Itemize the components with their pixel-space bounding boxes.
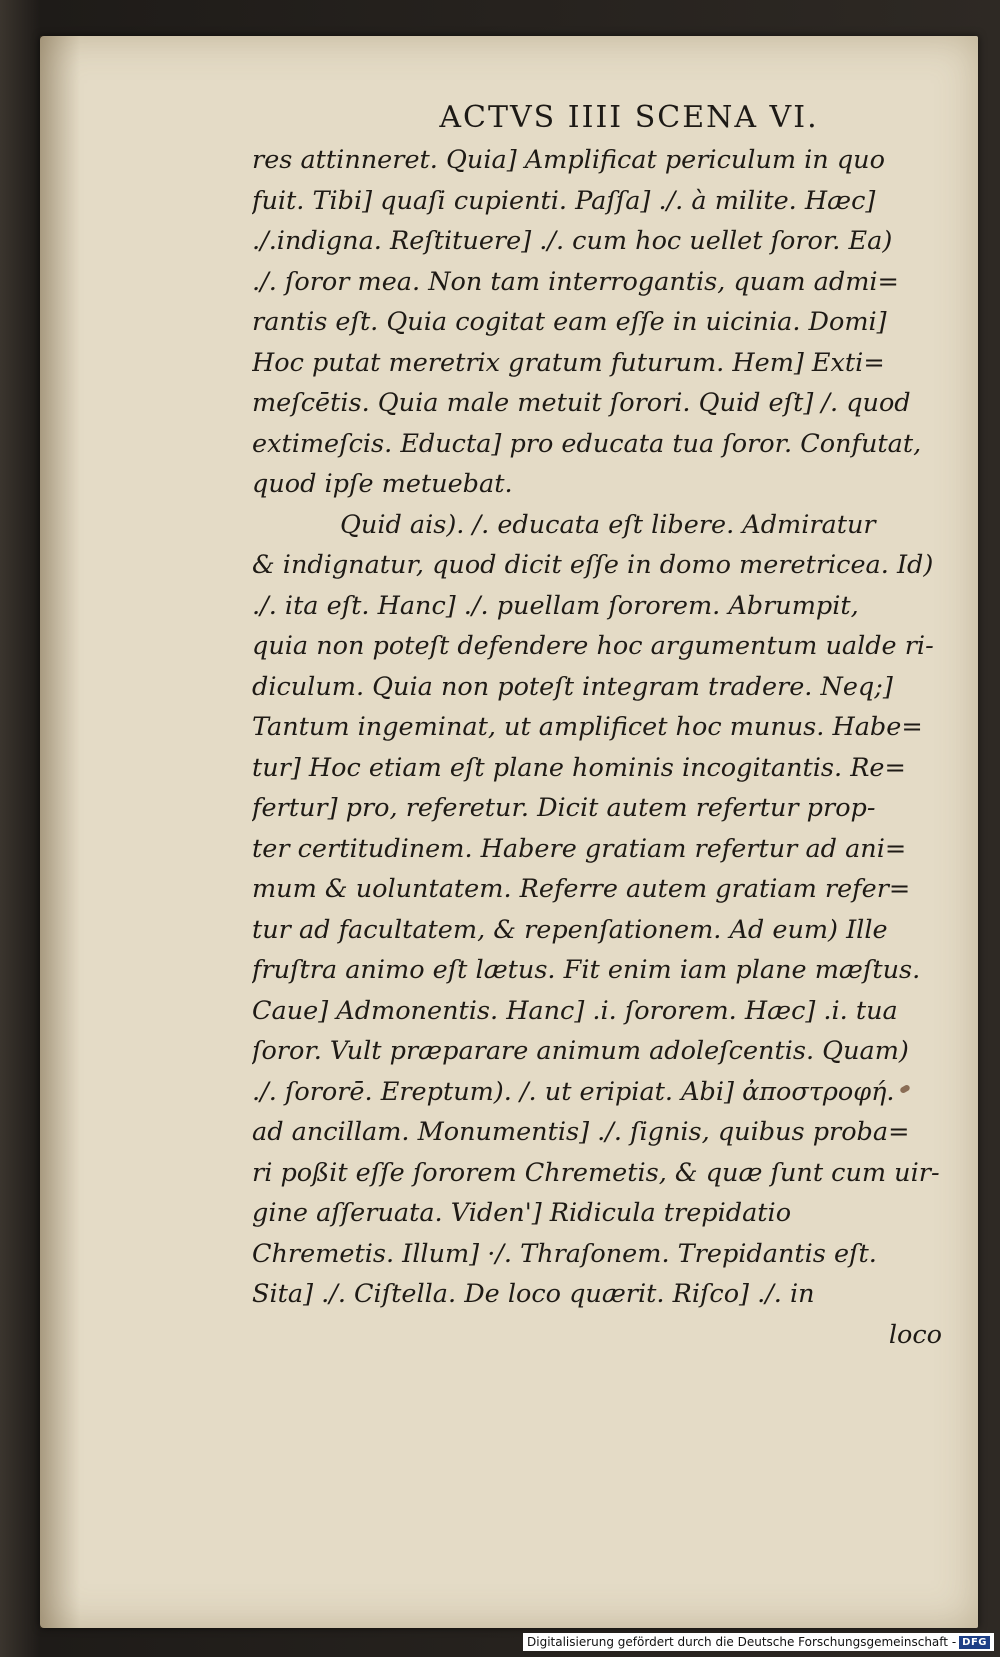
- text-line: meſcētis. Quia male metuit ſorori. Quid eſt] /. quod: [252, 388, 911, 418]
- text-line: ./. ſoror mea. Non tam interrogantis, quam admi=: [252, 266, 899, 297]
- text-line: ad ancillam. Monumentis] ./. ſignis, quibus proba=: [252, 1117, 910, 1147]
- text-line: Chremetis. Illum] ·/. Thraſonem. Trepidantis eſt.: [252, 1238, 877, 1269]
- text-line: ./.indigna. Reſtituere] ./. cum hoc uellet ſoror. Ea): [252, 226, 893, 256]
- credit-text: Digitalisierung gefördert durch die Deutsche Forschungsgemeinschaft -: [527, 1635, 957, 1649]
- text-line: tur] Hoc etiam eſt plane hominis incogitantis. Re=: [252, 752, 906, 783]
- text-line: fruſtra animo eſt lætus. Fit enim iam plane mæſtus.: [252, 955, 921, 985]
- text-line: Hoc putat meretrix gratum futurum. Hem] Exti=: [252, 347, 885, 378]
- text-line: Tantum ingeminat, ut amplificet hoc munus. Habe=: [252, 712, 923, 742]
- text-line: ./. ita eſt. Hanc] ./. puellam ſororem. Abrumpit,: [252, 590, 859, 621]
- text-line: diculum. Quia non poteſt integram tradere. Neq;]: [252, 671, 893, 702]
- text-line: Quid ais). /. educata eſt libere. Admiratur: [340, 509, 876, 540]
- text-line: extimeſcis. Educta] pro educata tua ſoror. Confutat,: [252, 428, 922, 459]
- text-line: ri poßit eſſe ſororem Chremetis, & quæ ſunt cum uir-: [252, 1157, 940, 1188]
- text-line: fuit. Tibi] quaſi cupienti. Paſſa] ./. à milite. Hæc]: [252, 185, 876, 216]
- text-line: ſoror. Vult præparare animum adoleſcentis. Quam): [252, 1036, 909, 1066]
- text-line: tur ad facultatem, & repenſationem. Ad eum) Ille: [252, 914, 888, 945]
- dfg-logo-icon: DFG: [959, 1636, 990, 1649]
- text-line: gine aſſeruata. Viden'] Ridicula trepidatio: [252, 1198, 792, 1228]
- text-line: ./. ſororē. Ereptum). /. ut eripiat. Abi] ἀποστροφή.: [252, 1076, 895, 1107]
- text-line: Sita] ./. Ciſtella. De loco quærit. Riſco] ./. in: [252, 1279, 815, 1309]
- text-line: & indignatur, quod dicit eſſe in domo meretricea. Id): [252, 550, 934, 580]
- text-line: mum & uoluntatem. Referre autem gratiam refer=: [252, 874, 911, 904]
- digitization-credit: [523, 1633, 994, 1651]
- catchword: loco: [888, 1319, 942, 1350]
- text-line: quia non poteſt defendere hoc argumentum ualde ri-: [252, 631, 934, 661]
- text-line: fertur] pro, referetur. Dicit autem refertur prop-: [252, 793, 876, 823]
- text-line: res attinneret. Quia] Amplificat periculum in quo: [252, 145, 885, 175]
- text-line: ter certitudinem. Habere gratiam refertur ad ani=: [252, 833, 907, 864]
- text-line: rantis eſt. Quia cogitat eam eſſe in uicinia. Domi]: [252, 307, 887, 337]
- text-line: Caue] Admonentis. Hanc] .i. ſororem. Hæc] .i. tua: [252, 995, 898, 1026]
- commentary-text: [252, 140, 942, 1355]
- text-line: quod ipſe metuebat.: [252, 469, 513, 499]
- running-header: ACTVS IIII SCENA VI.: [439, 100, 819, 135]
- book-page: [40, 36, 978, 1628]
